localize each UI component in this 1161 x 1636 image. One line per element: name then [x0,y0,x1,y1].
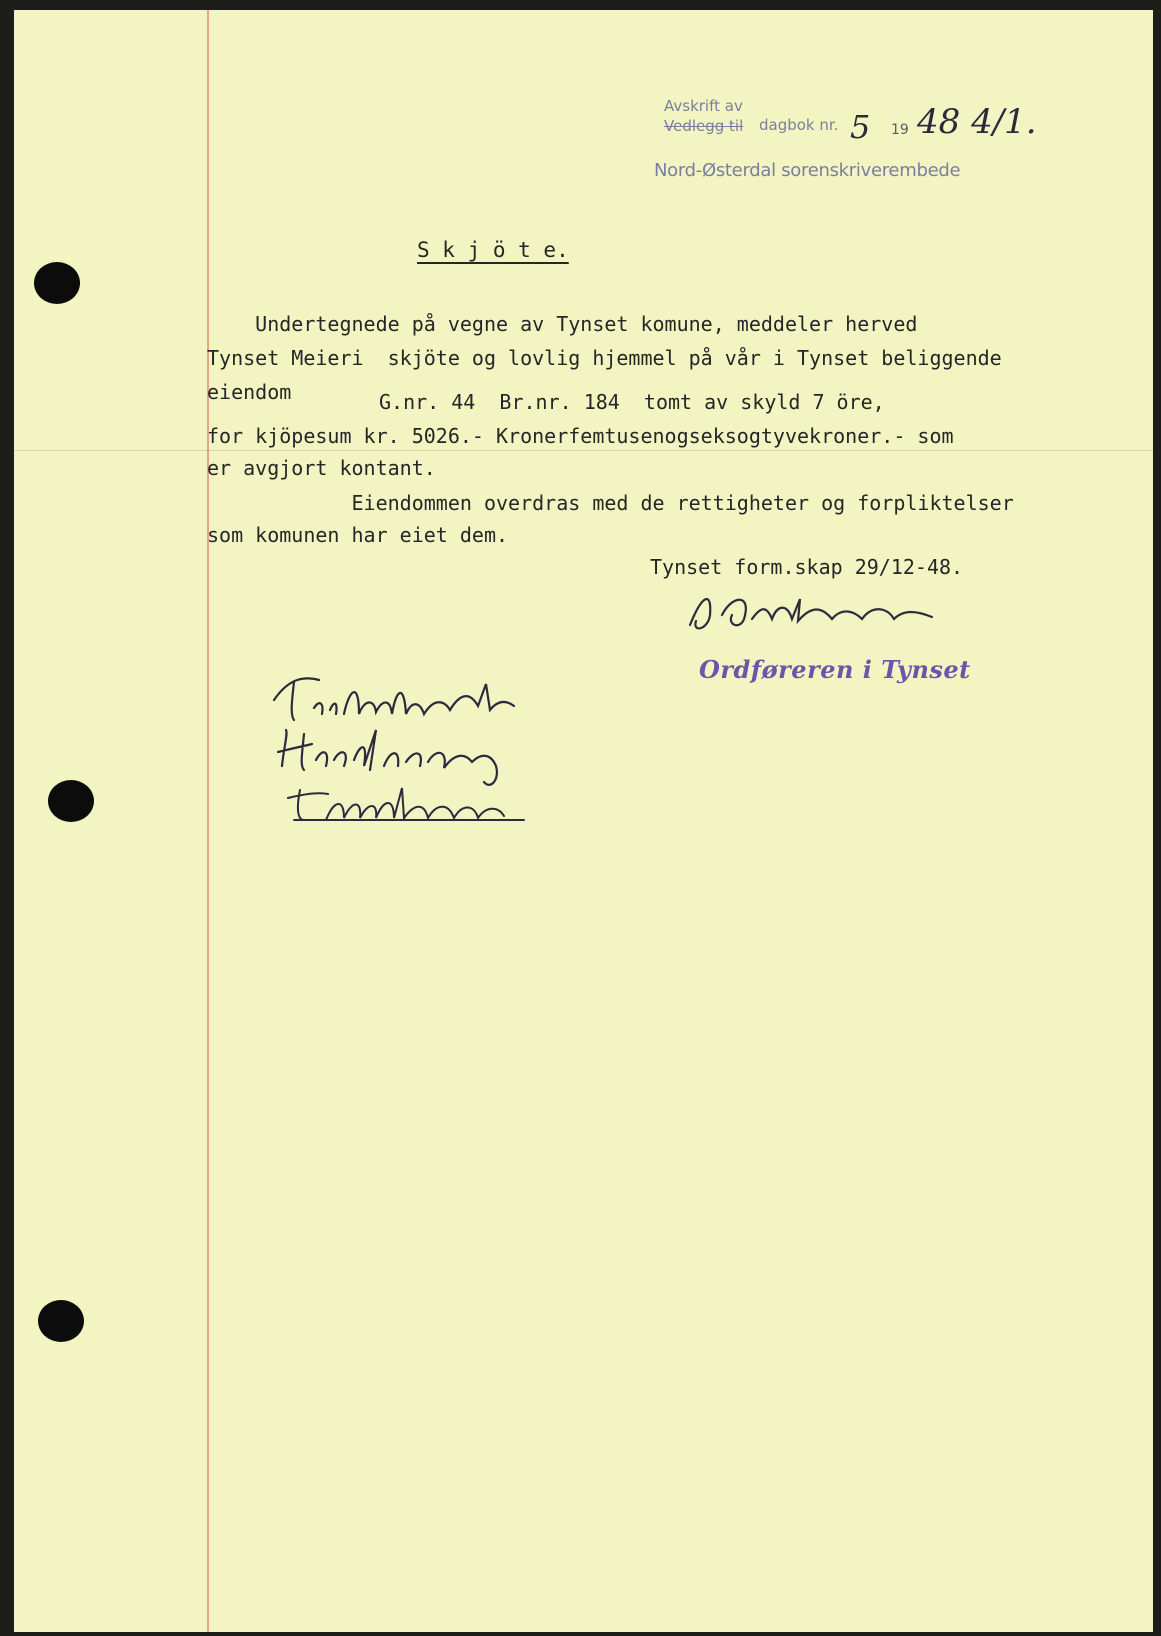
dagbok-number: 5 [850,108,871,146]
body-line: er avgjort kontant. [207,456,436,480]
stamp-office: Nord-Østerdal sorenskriverembede [654,160,961,181]
year-handwritten: 48 4/1. [917,102,1037,142]
body-line: som komunen har eiet dem. [207,523,509,547]
stamp-dagbok-label: dagbok nr. [759,116,839,134]
place-date: Tynset form.skap 29/12-48. [650,555,964,579]
document-page [14,10,1153,1632]
year-prefix: 19 [891,122,909,138]
body-line: Eiendommen overdras med de rettigheter og forpliktelser [207,491,1014,515]
stamp-copy-label: Avskrift av [664,97,743,115]
witness-signatures [264,670,554,845]
fold-line [14,450,1153,451]
punch-hole [34,262,80,304]
margin-line [207,10,209,1632]
stamp-attachment-label: Vedlegg til [664,117,744,135]
mayor-stamp: Ordføreren i Tynset [699,655,971,684]
body-line: Tynset Meieri skjöte og lovlig hjemmel på vår i Tynset beliggende [207,346,1002,370]
document-title: S k j ö t e. [417,238,569,262]
punch-hole [48,780,94,822]
punch-hole [38,1300,84,1342]
property-line: G.nr. 44 Br.nr. 184 tomt av skyld 7 öre, [379,390,885,414]
body-line: eiendom [207,380,292,404]
body-line: for kjöpesum kr. 5026.- Kronerfemtusenogseksogtyvekroner.- som [207,424,954,448]
body-line: Undertegnede på vegne av Tynset komune, meddeler herved [207,312,918,336]
mayor-signature [682,585,962,645]
